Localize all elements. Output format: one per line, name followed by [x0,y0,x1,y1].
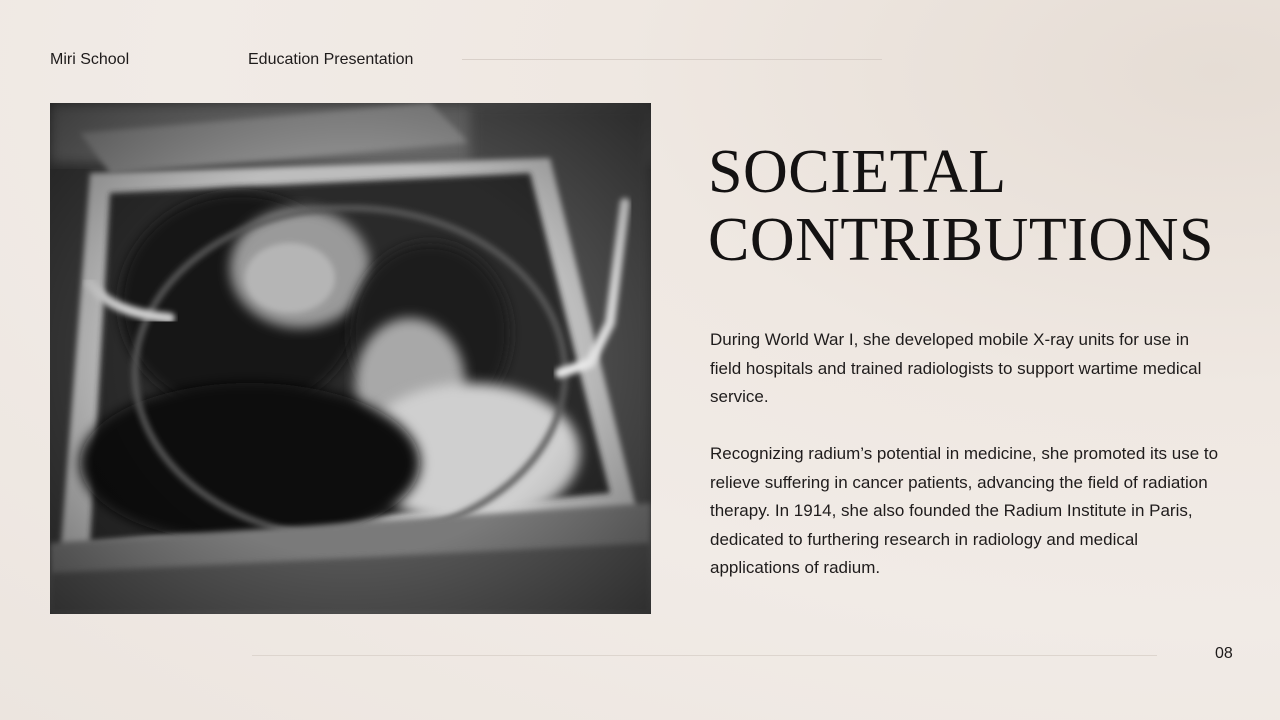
paragraph-radium: Recognizing radium’s potential in medicine, she promoted its use to relieve suffering in cancer patients, advancing the field of radiation therapy. In 1914, she also founded the Radium Institute in Paris, dedicated to furthering research in radiology and medical applications of radium. [710,444,1219,577]
title-line-1: SOCIETAL [708,138,1007,206]
presentation-subtitle: Education Presentation [248,51,414,68]
school-name: Miri School [50,51,130,68]
title-line-2: CONTRIBUTIONS [708,206,1214,274]
photo-illustration [50,103,651,614]
paragraph-wartime: During World War I, she developed mobile X-ray units for use in field hospitals and trained radiologists to support wartime medical service. [710,330,1202,406]
page-number: 08 [1215,645,1233,662]
footer-divider [252,655,1157,656]
header-divider [462,59,882,60]
slide-title [708,138,1248,274]
historical-photo [50,103,651,614]
